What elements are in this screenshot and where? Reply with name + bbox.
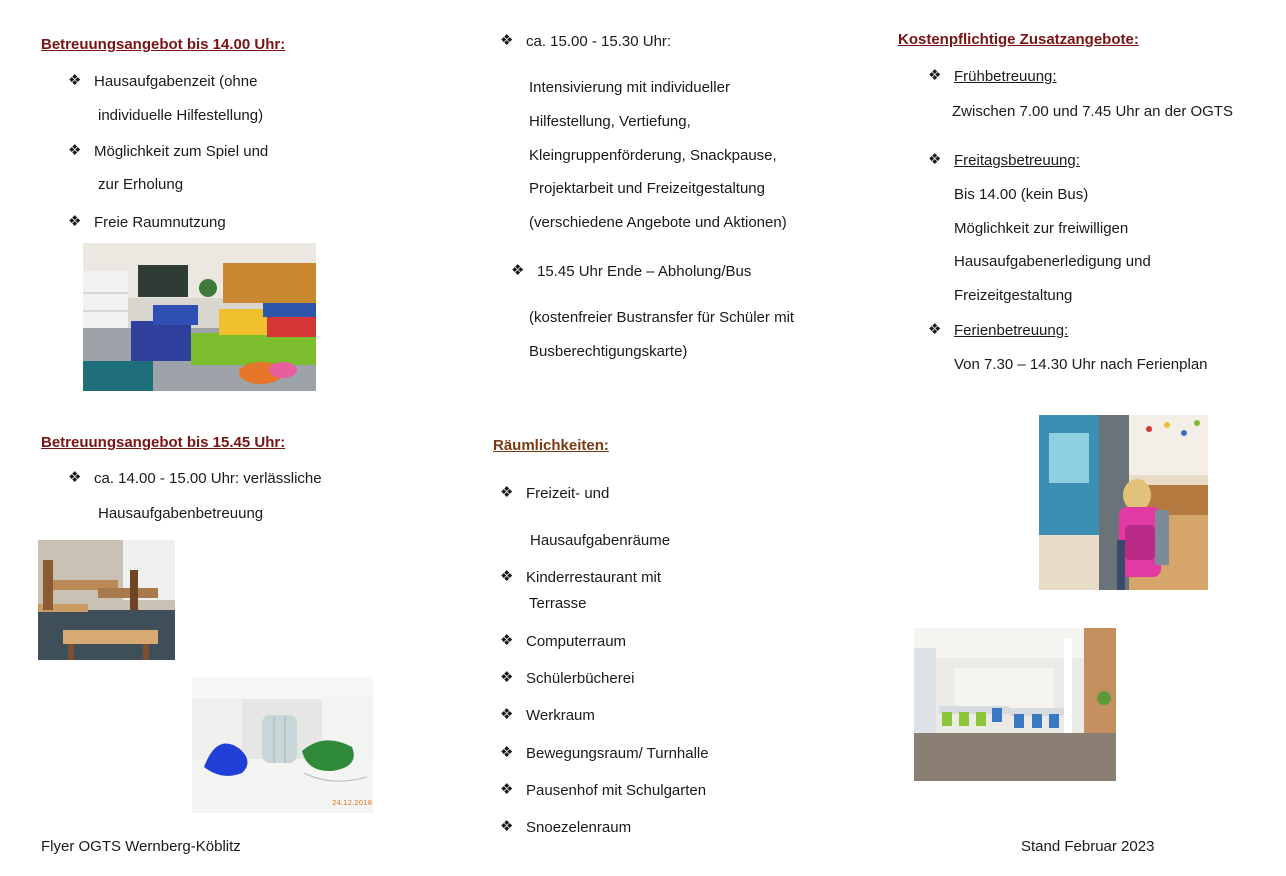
footer-date: Stand Februar 2023	[1021, 838, 1155, 855]
schedule-text-line: Hilfestellung, Vertiefung,	[529, 113, 691, 130]
photo-date-stamp: 24.12.2018	[332, 799, 373, 807]
photo-snoezelen-room	[192, 677, 373, 813]
list-item: Freie Raumnutzung	[94, 214, 226, 231]
room-item: Bewegungsraum/ Turnhalle	[526, 745, 709, 762]
room-item-continued: Hausaufgabenräume	[530, 532, 671, 549]
room-item: Computerraum	[526, 633, 627, 650]
heading-care-until-14: Betreuungsangebot bis 14.00 Uhr:	[41, 36, 286, 53]
offer-text-line: Zwischen 7.00 und 7.45 Uhr an der OGTS	[952, 103, 1233, 120]
photo-classroom	[38, 540, 175, 660]
list-item: Möglichkeit zum Spiel und	[94, 143, 269, 160]
bullet-icon: ❖	[928, 67, 942, 84]
bullet-icon: ❖	[928, 151, 942, 168]
offer-text-line: Möglichkeit zur freiwilligen	[954, 220, 1129, 237]
photo-childrens-restaurant	[914, 628, 1116, 781]
bullet-icon: ❖	[928, 321, 942, 338]
offer-text-line: Hausaufgabenerledigung und	[954, 253, 1151, 270]
room-item: Pausenhof mit Schulgarten	[526, 782, 707, 799]
bullet-icon: ❖	[500, 632, 514, 649]
bullet-icon: ❖	[68, 72, 82, 89]
bullet-icon: ❖	[500, 781, 514, 798]
schedule-item-title: ca. 15.00 - 15.30 Uhr:	[526, 33, 672, 50]
bullet-icon: ❖	[500, 32, 514, 49]
bullet-icon: ❖	[500, 669, 514, 686]
bullet-icon: ❖	[500, 484, 514, 501]
bullet-icon: ❖	[68, 213, 82, 230]
offer-text-line: Von 7.30 – 14.30 Uhr nach Ferienplan	[954, 356, 1208, 373]
bullet-icon: ❖	[500, 568, 514, 585]
heading-rooms: Räumlichkeiten:	[493, 437, 609, 454]
offer-title: Frühbetreuung:	[954, 68, 1057, 85]
heading-care-until-1545: Betreuungsangebot bis 15.45 Uhr:	[41, 434, 286, 451]
bullet-icon: ❖	[68, 469, 82, 486]
schedule-text-line: (verschiedene Angebote und Aktionen)	[529, 214, 787, 231]
list-item-continued: Hausaufgabenbetreuung	[98, 505, 264, 522]
schedule-text-line: Intensivierung mit individueller	[529, 79, 730, 96]
room-item: Freizeit- und	[526, 485, 610, 502]
schedule-text-line: (kostenfreier Bustransfer für Schüler mit	[529, 309, 795, 326]
schedule-text-line: Kleingruppenförderung, Snackpause,	[529, 147, 777, 164]
bullet-icon: ❖	[500, 818, 514, 835]
list-item-continued: individuelle Hilfestellung)	[98, 107, 264, 124]
room-item-continued: Terrasse	[529, 595, 587, 612]
offer-title: Ferienbetreuung:	[954, 322, 1069, 339]
room-item: Snoezelenraum	[526, 819, 632, 836]
offer-text-line: Freizeitgestaltung	[954, 287, 1073, 304]
photo-girl-with-backpack	[1039, 415, 1208, 590]
offer-title: Freitagsbetreuung:	[954, 152, 1080, 169]
heading-paid-extras: Kostenpflichtige Zusatzangebote:	[898, 31, 1139, 48]
list-item: ca. 14.00 - 15.00 Uhr: verlässliche	[94, 470, 322, 487]
offer-text-line: Bis 14.00 (kein Bus)	[954, 186, 1089, 203]
bullet-icon: ❖	[511, 262, 525, 279]
room-item: Werkraum	[526, 707, 595, 724]
footer-flyer-title: Flyer OGTS Wernberg-Köblitz	[41, 838, 241, 855]
list-item-continued: zur Erholung	[98, 176, 184, 193]
photo-playroom	[83, 243, 316, 391]
bullet-icon: ❖	[500, 744, 514, 761]
schedule-item-title: 15.45 Uhr Ende – Abholung/Bus	[537, 263, 752, 280]
room-item: Schülerbücherei	[526, 670, 635, 687]
bullet-icon: ❖	[500, 706, 514, 723]
room-item: Kinderrestaurant mit	[526, 569, 662, 586]
schedule-text-line: Projektarbeit und Freizeitgestaltung	[529, 180, 765, 197]
schedule-text-line: Busberechtigungskarte)	[529, 343, 688, 360]
bullet-icon: ❖	[68, 142, 82, 159]
list-item: Hausaufgabenzeit (ohne	[94, 73, 258, 90]
